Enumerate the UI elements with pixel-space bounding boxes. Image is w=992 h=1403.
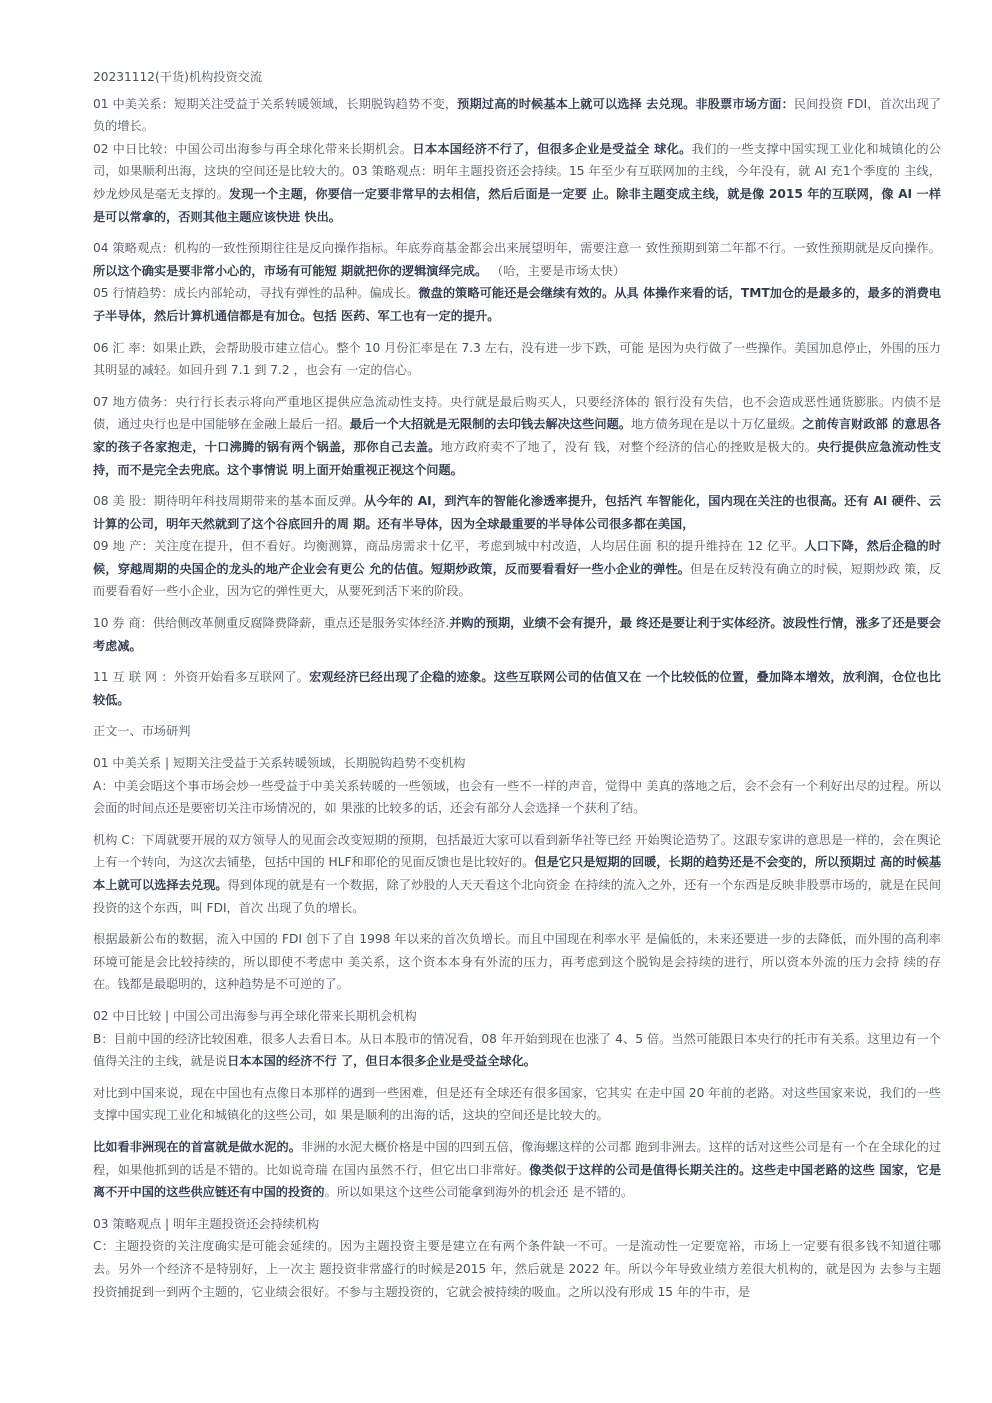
bold-text-run: 像类似于这样的公司是值得长期关注的。这些走中国老路的这些 国家，它是离不开中国的这些供应链还有中国的投资的 <box>93 1162 942 1200</box>
text-run: 正文一、市场研判 <box>93 724 191 739</box>
paragraph <box>93 666 941 711</box>
bold-text-run: 人口下降，然后企稳的时候，穿越周期的央国企的龙头的地产企业会有更公 允的估值。短期炒政策，反而要看看好一些小企业的弹性。 <box>93 539 941 576</box>
text-run: 03 策略观点 | 明年主题投资还会持续机构 <box>93 1216 320 1231</box>
paragraph <box>93 752 941 775</box>
paragraph <box>93 237 941 282</box>
bold-text-run: 并购的预期，业绩不会有提升，最 终还是要让利于实体经济。波段性行情，涨多了还是要会考虑减。 <box>93 616 941 653</box>
text-run: 非洲的水泥大概价格是中国的四到五倍，像海螺这样的公司都 跑到非洲去。这样的话对这些公司是有一个在全球化的过程，如果他抓到的话是不错的。比如说奇瑞 在国内虽然不行，但它出口非常好。 <box>93 1139 942 1177</box>
text-run: 民间投资 FDI，首次出现了负的增长。 <box>93 96 941 134</box>
paragraph <box>93 93 941 138</box>
bold-text-run: 央行提供应急流动性支持，而不是完全去兜底。这个事情说 明上面开始重视正视这个问题。 <box>93 439 942 477</box>
bold-text-run: 预期过高的时候基本上就可以选择 去兑现。非股票市场方面： <box>457 96 794 111</box>
document-title: 20231112(干货)机构投资交流 <box>93 70 263 84</box>
text-run: 地方债务现在是以十万亿量级。 <box>631 417 803 432</box>
text-run: 对比到中国来说，现在中国也有点像日本那样的遇到一些困难，但是还有全球还有很多国家，它其实 在走中国 20 年前的老路。对这些国家来说，我们的一些支撑中国实现工业化和城镇化的这些公司，如 果是顺利的出海的话，这块的空间还是比较大的。 <box>93 1085 941 1123</box>
text-run: A：中美会晤这个事市场会炒一些受益于中美关系转暖的一些领域，也会有一些不一样的声音，觉得中 美真的落地之后，会不会有一个利好出尽的过程。所以会面的时间点还是要密切关注市场情况的，如 果涨的比较多的话，还会有部分人会选择一个获利了结。 <box>93 778 941 816</box>
text-run: 地方政府卖不了地了，没有 钱，对整个经济的信心的挫败是极大的。 <box>440 439 818 454</box>
document-body <box>93 66 941 1312</box>
text-run: 得到体现的就是有一个数据，除了炒股的人天天看这个北向资金 在持续的流入之外，还有一个东西是反映非股票市场的，就是在民间投资的这个东西，叫 FDI，首次 出现了负的增长。 <box>93 878 942 915</box>
text-run: B：目前中国的经济比较困难，很多人去看日本。从日本股市的情况看，08 年开始到现在也涨了 4、5 倍。当然可能跟日本央行的托市有关系。这里边有一个值得关注的主线，就是说 <box>93 1031 941 1069</box>
paragraph <box>93 1235 941 1303</box>
text-run: 02 中日比较 | 中国公司出海参与再全球化带来长期机会机构 <box>93 1008 417 1023</box>
paragraph <box>93 490 941 535</box>
bold-text-run: 最后一个大招就是无限制的去印钱去解决这些问题。 <box>349 417 632 432</box>
paragraph <box>93 612 941 657</box>
paragraph <box>93 138 941 228</box>
paragraph <box>93 535 941 603</box>
paragraph <box>93 829 941 919</box>
text-run: 08 美 股：期待明年科技周期带来的基本面反弹。 <box>93 494 364 509</box>
paragraph <box>93 1213 941 1236</box>
text-run: 11 互 联 网 ：外资开始看多互联网了。 <box>93 670 310 685</box>
bold-text-run: 发现一个主题，你要信一定要非常早的去相信，然后后面是一定要 止。除非主题变成主线，就是像 2015 年的互联网，像 AI 一样是可以常拿的，否则其他主题应该快进 快出。 <box>93 186 942 224</box>
text-run: （哈，主要是市场太快） <box>487 263 626 278</box>
text-run: 05 行情趋势：成长内部轮动，寻找有弹性的品种。偏成长。 <box>93 286 419 301</box>
bold-text-run: 微盘的策略可能还是会继续有效的。从具 体操作来看的话，TMT加仓的是最多的，最多的消费电子半导体，然后计算机通信都是有加仓。包括 医药、军工也有一定的提升。 <box>93 286 941 323</box>
text-run: 01 中美关系 | 短期关注受益于关系转暖领域，长期脱钩趋势不变机构 <box>93 756 466 771</box>
bold-text-run: 宏观经济已经出现了企稳的迹象。这些互联网公司的估值又在 一个比较低的位置，叠加降本增效，放利润，仓位也比较低。 <box>93 670 941 707</box>
text-run: 01 中美关系：短期关注受益于关系转暖领域，长期脱钩趋势不变， <box>93 96 458 111</box>
paragraph <box>93 337 941 382</box>
bold-text-run: 但是它只是短期的回暖，长期的趋势还是不会变的，所以预期过 高的时候基本上就可以选择去兑现。 <box>93 855 942 892</box>
paragraph <box>93 1136 941 1204</box>
paragraph <box>93 1005 941 1028</box>
text-run: 06 汇 率：如果止跌，会帮助股市建立信心。整个 10 月份汇率是在 7.3 左右，没有进一步下跌，可能 是因为央行做了一些操作。美国加息停止，外围的压力其明显的减轻。如回升到 7.1 到 7.2 ，也会有 一定的信心。 <box>93 340 941 378</box>
paragraph <box>93 391 941 481</box>
paragraph <box>93 1082 941 1127</box>
paragraph <box>93 928 941 996</box>
paragraph <box>93 1028 941 1073</box>
text-run: 但是在反转没有确立的时候，短期炒政 策，反而要看看好一些小企业，因为它的弹性更大，从要死到活下来的阶段。 <box>93 561 942 599</box>
paragraph <box>93 282 941 327</box>
paragraph <box>93 720 941 743</box>
bold-text-run: 日本本国经济不行了，但很多企业是受益全 球化。 <box>412 141 692 156</box>
text-run: 10 券 商：供给侧改革侧重反腐降费降薪，重点还是服务实体经济. <box>93 616 450 631</box>
text-run: 。所以如果这个这些公司能拿到海外的机会还 是不错的。 <box>324 1185 634 1200</box>
text-run: 我们的一些支撑中国实现工业化和城镇化的公司，如果顺利出海，这块的空间还是比较大的。03 策略观点：明年主题投资还会持续。15 年至少有互联网加的主线，今年没有，就 AI 充1个季度的 主线，炒龙炒凤是毫无支撑的。 <box>93 141 941 201</box>
bold-text-run: 所以这个确实是要非常小心的，市场有可能短 期就把你的逻辑演绎完成。 <box>93 263 488 278</box>
bold-text-run: 之前传言财政部 的意思各家的孩子各家抱走，十口沸腾的锅有两个锅盖，那你自己去盖。 <box>93 417 942 454</box>
text-run: 机构 C：下周就要开展的双方领导人的见面会改变短期的预期，包括最近大家可以看到新华社等已经 开始舆论造势了。这跟专家讲的意思是一样的，会在舆论上有一个转向，为这次去铺垫，包括中国的 HLF和耶伦的见面反馈也是比较好的。 <box>93 832 941 870</box>
text-run: 07 地方债务：央行行长表示将向严重地区提供应急流动性支持。央行就是最后购买人，只要经济体的 银行没有失信，也不会造成恶性通货膨胀。内债不是债，通过央行也是中国能够在金融上最后一招。 <box>93 394 941 432</box>
paragraph <box>93 775 941 820</box>
text-run: 根据最新公布的数据，流入中国的 FDI 创下了自 1998 年以来的首次负增长。而且中国现在利率水平 是偏低的，未来还要进一步的去降低，而外围的高利率环境可能是会比较持续的，所以即使不考虑中 美关系，这个资本本身有外流的压力，再考虑到这个脱钩是会持续的进行，所以资本外流的压力会持 续的存在。钱都是最聪明的，这种趋势是不可逆的了。 <box>93 932 941 992</box>
bold-text-run: 从今年的 AI，到汽车的智能化渗透率提升，包括汽 车智能化，国内现在关注的也很高。还有 AI 硬件、云计算的公司，明年天然就到了这个谷底回升的周 期。还有半导体，因为全球最重要的半导体公司很多都在美国， <box>93 494 941 531</box>
bold-text-run: 比如看非洲现在的首富就是做水泥的。 <box>93 1139 301 1154</box>
text-run: 02 中日比较：中国公司出海参与再全球化带来长期机会。 <box>93 141 413 156</box>
text-run: 04 策略观点：机构的一致性预期往往是反向操作指标。年底券商基金都会出来展望明年，需要注意一 致性预期到第二年都不行。一致性预期就是反向操作。 <box>93 241 941 256</box>
text-run: 09 地 产：关注度在提升，但不看好。均衡测算，商品房需求十亿平，考虑到城中村改造，人均居住面 积的提升维持在 12 亿平。 <box>93 539 805 554</box>
bold-text-run: 日本本国的经济不行 了，但日本很多企业是受益全球化。 <box>227 1054 536 1069</box>
text-run: C：主题投资的关注度确实是可能会延续的。因为主题投资主要是建立在有两个条件缺一不可。一是流动性一定要宽裕，市场上一定要有很多钱不知道往哪去。另外一个经济不是特别好，上一次主 题投资非常盛行的时候是2015 年，然后就是 2022 年。所以今年导致业绩方差很大机构的，就是因为 去参与主题投资捕捉到一到两个主题的，它业绩会很好。不参与主题投资的，它就会被持续的吸血。之所以没有形成 15 年的牛市，是 <box>93 1239 941 1299</box>
